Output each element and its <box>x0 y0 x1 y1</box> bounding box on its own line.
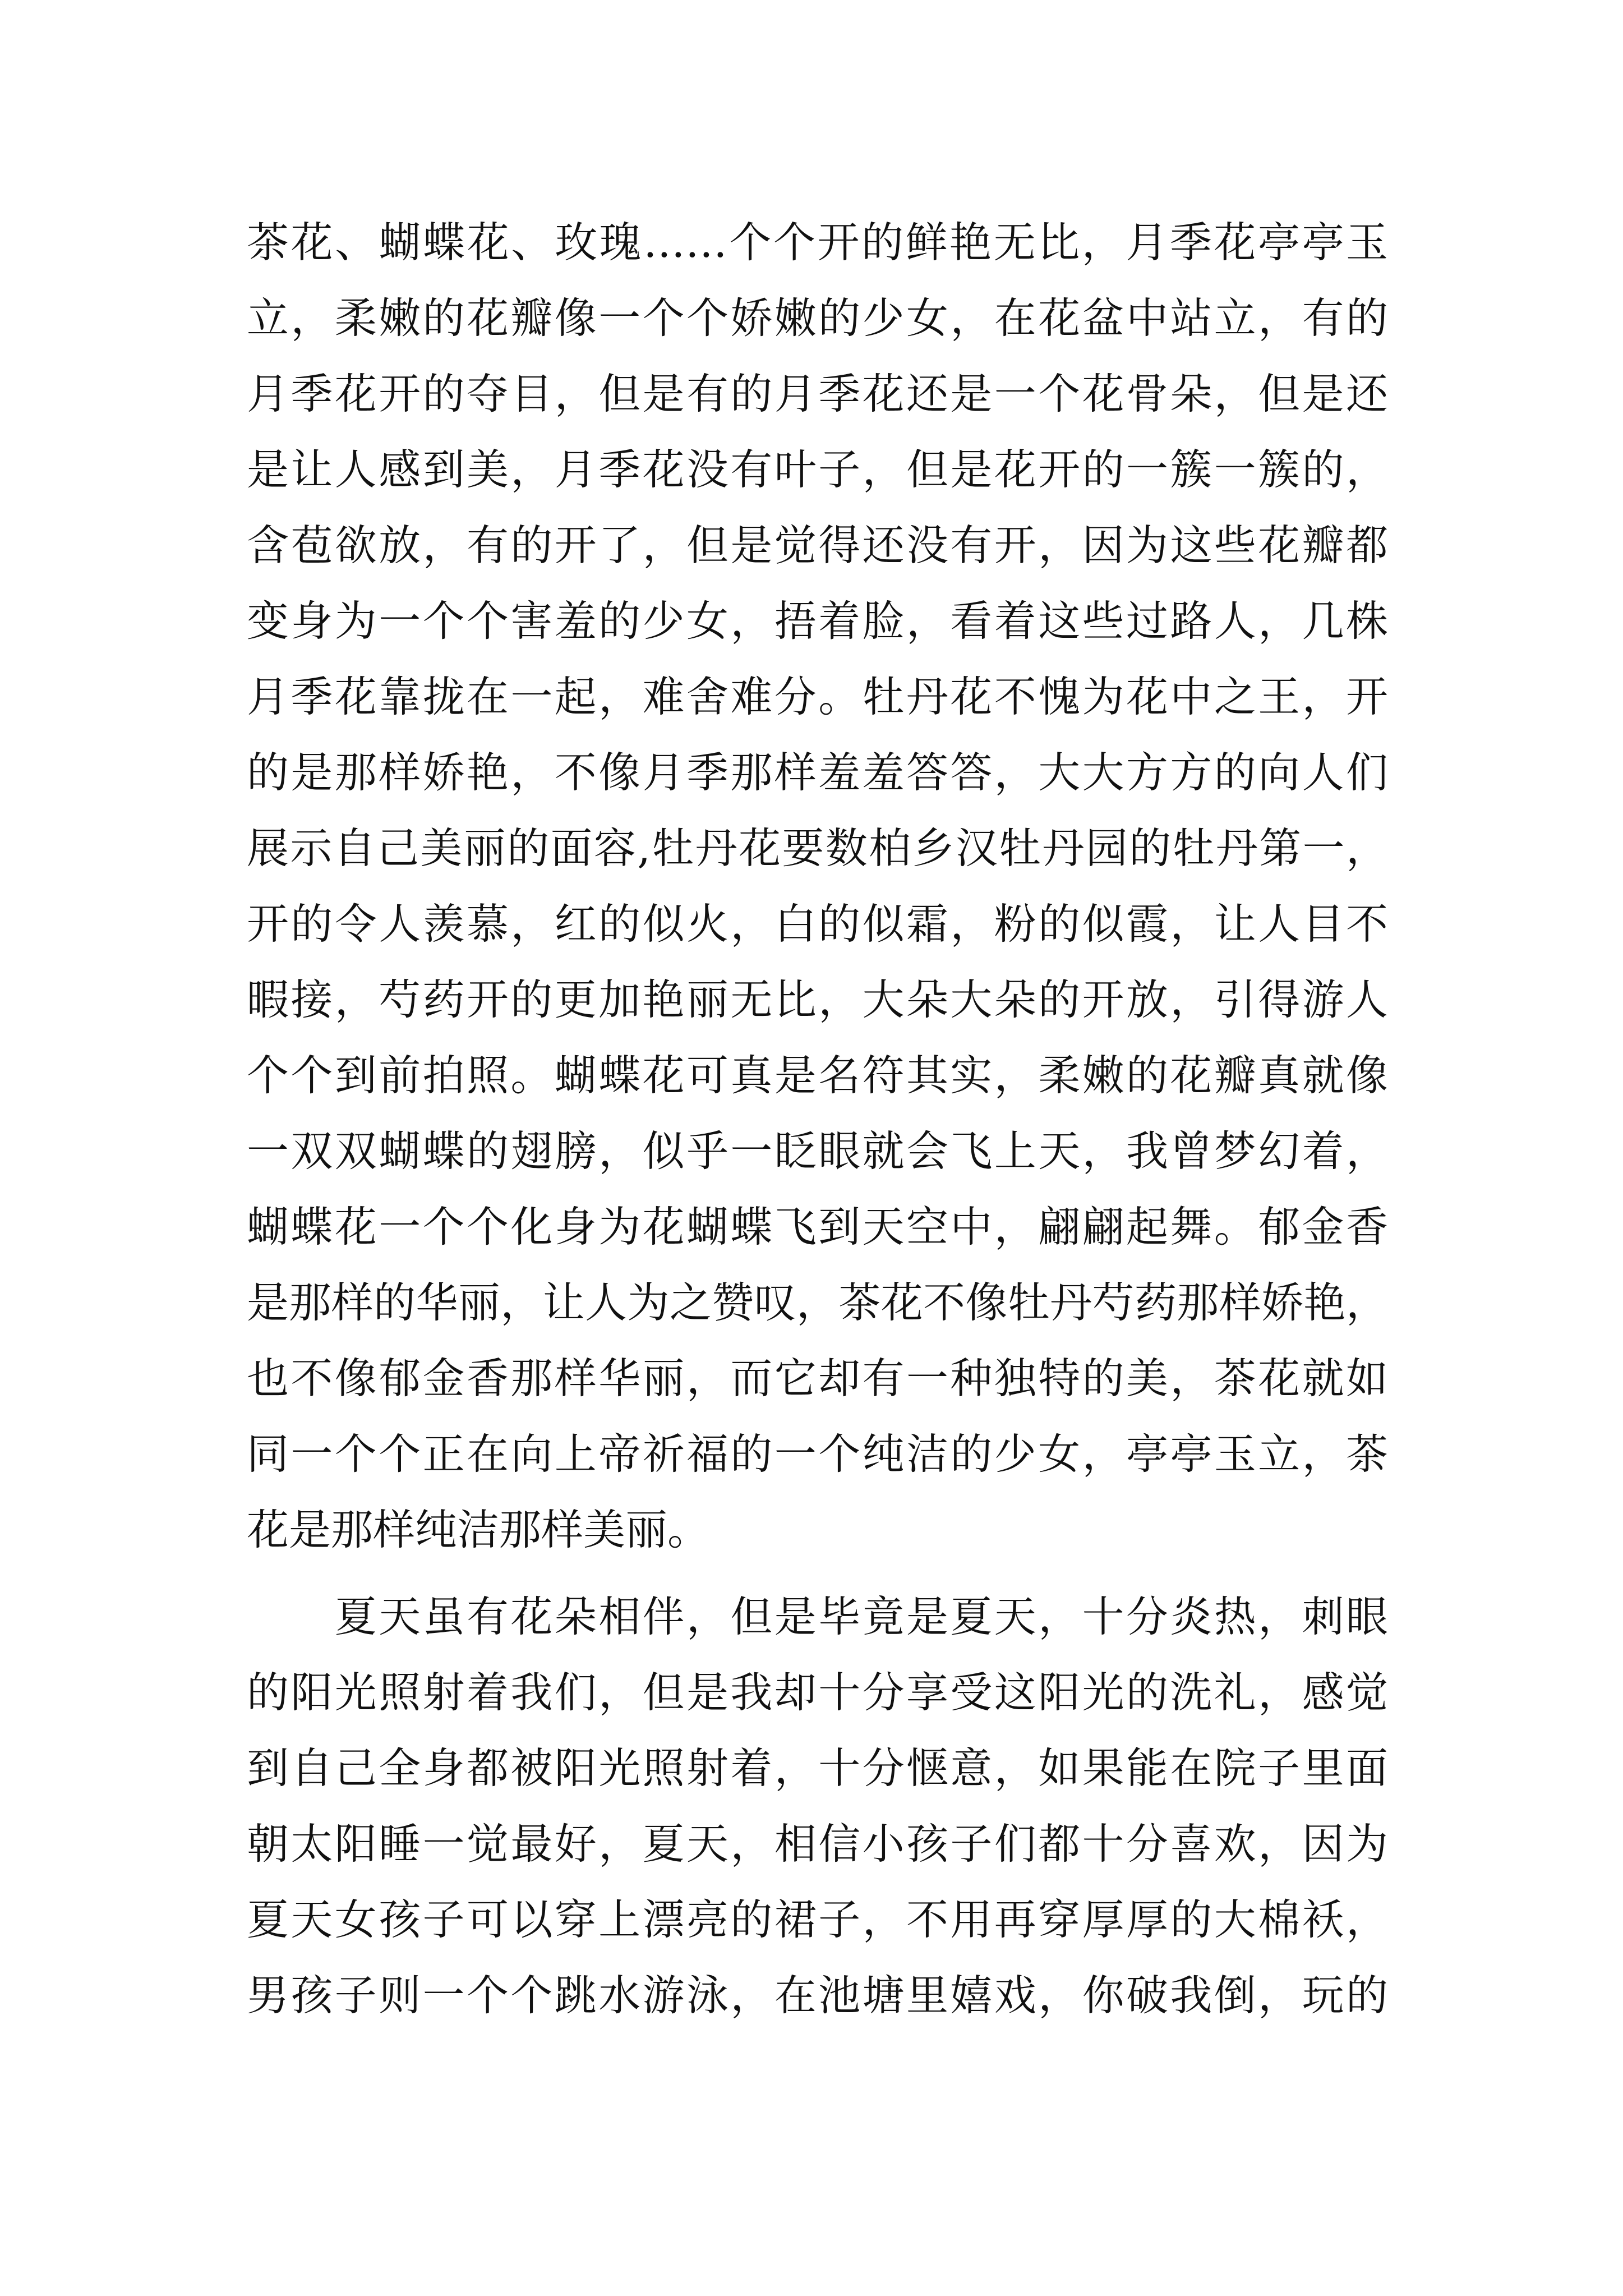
text-line: 开的令人羡慕，红的似火，白的似霜，粉的似霞，让人目不 <box>247 899 1388 949</box>
paragraph-1 <box>247 205 1388 1568</box>
text-line: 是让人感到美，月季花没有叶子，但是花开的一簇一簇的， <box>247 445 1388 494</box>
text-line: 蝴蝶花一个个化身为花蝴蝶飞到天空中，翩翩起舞。郁金香 <box>247 1202 1388 1251</box>
paragraph-2 <box>247 1579 1388 2033</box>
body-text <box>247 205 1388 2033</box>
text-line: 月季花靠拢在一起，难舍难分。牡丹花不愧为花中之王，开 <box>247 672 1388 721</box>
text-line: 茶花、蝴蝶花、玫瑰……个个开的鲜艳无比，月季花亭亭玉 <box>247 218 1388 267</box>
text-line: 立，柔嫩的花瓣像一个个娇嫩的少女，在花盆中站立，有的 <box>247 293 1388 343</box>
text-line: 含苞欲放，有的开了，但是觉得还没有开，因为这些花瓣都 <box>247 521 1388 570</box>
paragraph-spacer <box>247 1568 1388 1579</box>
text-line: 一双双蝴蝶的翅膀，似乎一眨眼就会飞上天，我曾梦幻着， <box>247 1126 1388 1176</box>
text-line: 的阳光照射着我们，但是我却十分享受这阳光的洗礼，感觉 <box>247 1668 1388 1717</box>
text-line: 月季花开的夺目，但是有的月季花还是一个花骨朵，但是还 <box>247 369 1388 418</box>
text-line: 花是那样纯洁那样美丽。 <box>247 1505 710 1554</box>
text-line: 暇接，芍药开的更加艳丽无比，大朵大朵的开放，引得游人 <box>247 975 1388 1024</box>
text-line: 夏天虽有花朵相伴，但是毕竟是夏天，十分炎热，刺眼 <box>247 1592 1388 1641</box>
text-line: 男孩子则一个个跳水游泳，在池塘里嬉戏，你破我倒，玩的 <box>247 1971 1388 2020</box>
text-line: 朝太阳睡一觉最好，夏天，相信小孩子们都十分喜欢，因为 <box>247 1819 1388 1869</box>
text-line: 是那样的华丽，让人为之赞叹，茶花不像牡丹芍药那样娇艳， <box>247 1278 1388 1327</box>
text-line: 展示自己美丽的面容,牡丹花要数柏乡汉牡丹园的牡丹第一， <box>247 823 1388 873</box>
text-line: 个个到前拍照。蝴蝶花可真是名符其实，柔嫩的花瓣真就像 <box>247 1051 1388 1100</box>
text-line: 到自己全身都被阳光照射着，十分惬意，如果能在院子里面 <box>247 1743 1388 1793</box>
text-line: 变身为一个个害羞的少女，捂着脸，看着这些过路人，几株 <box>247 596 1388 646</box>
text-line: 也不像郁金香那样华丽，而它却有一种独特的美，茶花就如 <box>247 1354 1388 1403</box>
text-line: 夏天女孩子可以穿上漂亮的裙子，不用再穿厚厚的大棉袄， <box>247 1895 1388 1944</box>
text-line: 的是那样娇艳，不像月季那样羞羞答答，大大方方的向人们 <box>247 748 1388 797</box>
text-line: 同一个个正在向上帝祈福的一个纯洁的少女，亭亭玉立，茶 <box>247 1429 1388 1479</box>
